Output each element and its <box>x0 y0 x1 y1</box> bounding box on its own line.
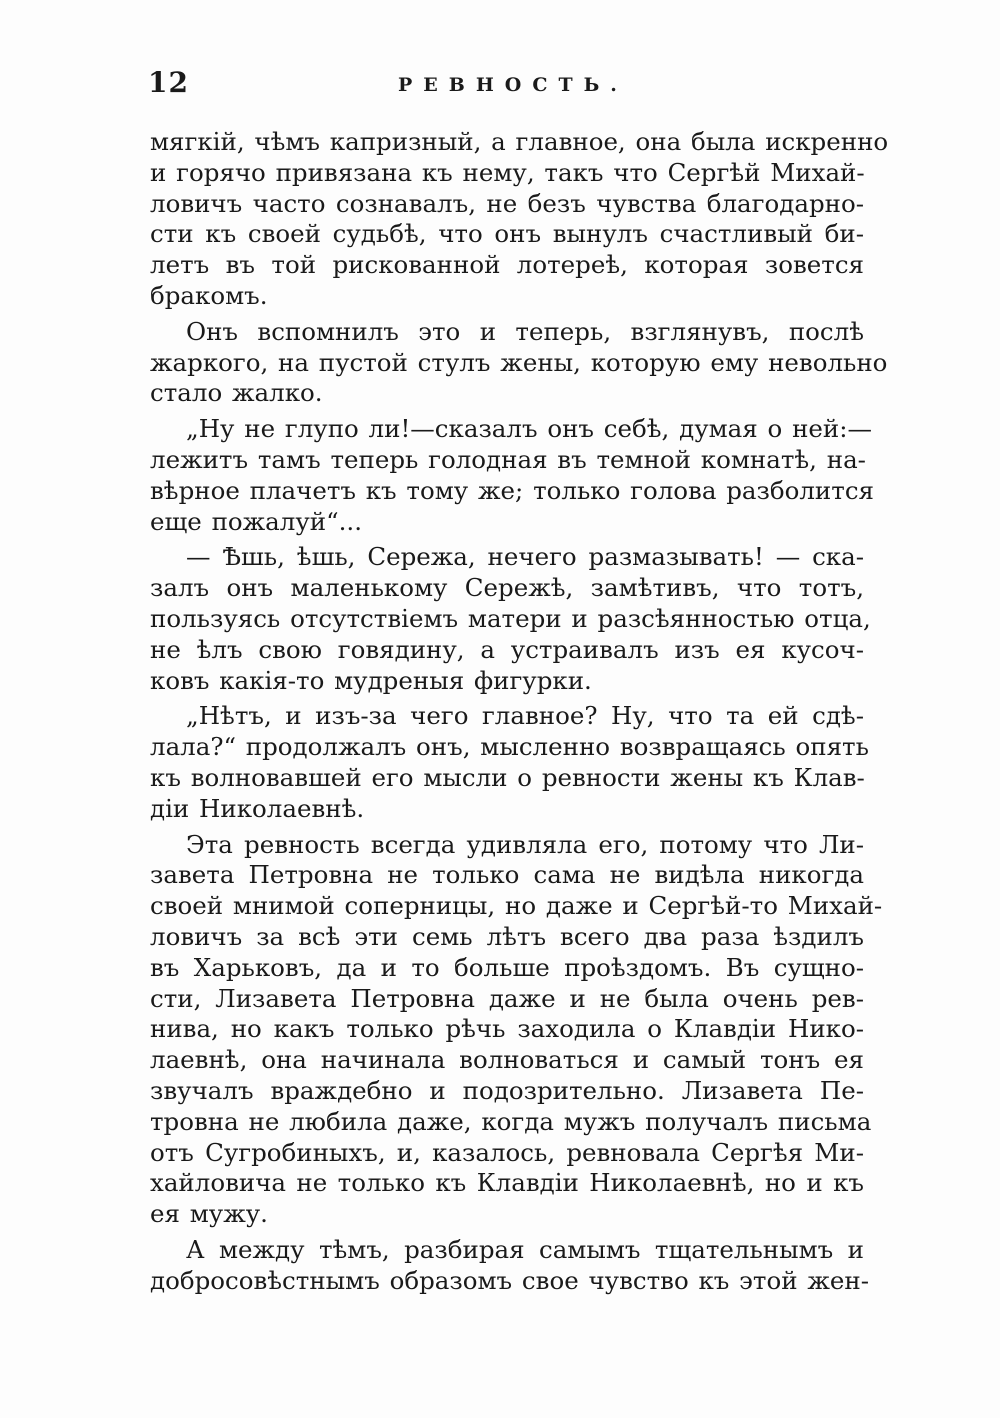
text-line: лала?“ продолжалъ онъ, мысленно возвращаясь опять <box>150 732 869 762</box>
text-line: залъ онъ маленькому Сережѣ, замѣтивъ, что тотъ, <box>150 573 864 603</box>
text-line: діи Николаевнѣ. <box>150 793 365 823</box>
text-line: еще пожалуй“... <box>150 506 362 536</box>
text-line: добросовѣстнымъ образомъ свое чувство къ этой жен- <box>150 1265 869 1295</box>
text-line: ловичъ за всѣ эти семь лѣтъ всего два раза ѣздилъ <box>150 921 864 951</box>
text-line: тровна не любила даже, когда мужъ получалъ письма <box>150 1106 872 1136</box>
text-line: летъ въ той рискованной лотереѣ, которая зовется <box>150 250 864 280</box>
paragraph <box>150 1234 869 1297</box>
text-line: своей мнимой соперницы, но даже и Сергѣй-то Михай- <box>150 891 883 921</box>
page-number: 12 <box>148 66 189 99</box>
text-line: Эта ревность всегда удивляла его, потому что Ли- <box>186 829 864 859</box>
paragraph <box>150 414 874 537</box>
text-line: хайловича не только къ Клавдіи Николаевнѣ, но и къ <box>150 1168 864 1198</box>
body-text <box>150 127 889 1296</box>
text-line: „Ну не глупо ли!—сказалъ онъ себѣ, думая о ней:— <box>186 414 872 444</box>
text-line: вѣрное плачетъ къ тому же; только голова разболится <box>150 475 874 505</box>
text-line: бракомъ. <box>150 280 268 310</box>
text-line: и горячо привязана къ нему, такъ что Сергѣй Михай- <box>150 157 865 187</box>
text-line: мягкій, чѣмъ капризный, а главное, она была искренно <box>150 127 889 156</box>
paragraph <box>150 542 871 696</box>
text-line: къ волновавшей его мысли о ревности жены къ Клав- <box>150 762 865 792</box>
page-header <box>148 66 860 106</box>
text-line: нива, но какъ только рѣчь заходила о Клавдіи Нико- <box>150 1014 864 1044</box>
text-line: — Ѣшь, ѣшь, Сережа, нечего размазывать! — ска- <box>186 542 864 572</box>
paragraph <box>150 127 889 312</box>
text-line: Онъ вспомнилъ это и теперь, взглянувъ, послѣ <box>186 316 864 346</box>
text-line: „Нѣтъ, и изъ-за чего главное? Ну, что та ей сдѣ- <box>186 701 864 731</box>
text-line: въ Харьковъ, да и то больше проѣздомъ. Въ сущно- <box>150 952 864 982</box>
text-line: сти къ своей судьбѣ, что онъ вынулъ счастливый би- <box>150 219 864 249</box>
paragraph <box>150 829 883 1230</box>
text-line: ея мужу. <box>150 1199 268 1229</box>
text-line: пользуясь отсутствіемъ матери и разсѣянностью отца, <box>150 603 871 633</box>
text-line: лежитъ тамъ теперь голодная въ темной комнатѣ, на- <box>150 444 866 474</box>
running-title: РЕВНОСТЬ. <box>398 74 628 96</box>
text-line: лаевнѣ, она начинала волноваться и самый тонъ ея <box>150 1045 864 1075</box>
text-line: стало жалко. <box>150 378 323 408</box>
text-line: сти, Лизавета Петровна даже и не была очень рев- <box>150 983 864 1013</box>
text-line: не ѣлъ свою говядину, а устраивалъ изъ ея кусоч- <box>150 634 864 664</box>
text-line: отъ Сугробиныхъ, и, казалось, ревновала Сергѣя Ми- <box>150 1137 864 1167</box>
paragraph <box>150 701 869 824</box>
text-line: жаркого, на пустой стулъ жены, которую ему невольно <box>150 347 888 377</box>
text-line: ковъ какія-то мудреныя фигурки. <box>150 665 592 695</box>
text-line: завета Петровна не только сама не видѣла никогда <box>150 860 864 890</box>
text-line: А между тѣмъ, разбирая самымъ тщательнымъ и <box>186 1234 864 1264</box>
paragraph <box>150 316 888 409</box>
text-line: звучалъ враждебно и подозрительно. Лизавета Пе- <box>150 1075 864 1105</box>
text-line: ловичъ часто сознавалъ, не безъ чувства благодарно- <box>150 188 864 218</box>
